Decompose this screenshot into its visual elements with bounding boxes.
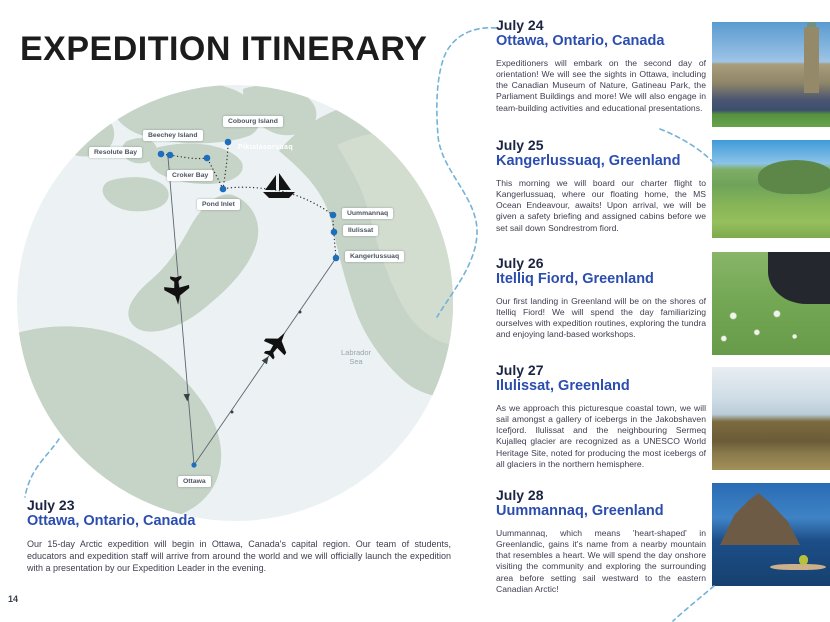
itinerary-entry-july-26 — [496, 256, 706, 341]
entry-date: July 26 — [496, 255, 544, 271]
heart-mountain — [720, 493, 800, 545]
photo-ilulissat-icefjord — [712, 367, 830, 470]
photo-dark-corner — [768, 252, 830, 304]
map-label-pikialasorsuaq: Pikialasorsuaq — [238, 144, 294, 151]
photo-arctic-cotton-grass — [712, 252, 830, 355]
page-number: 14 — [8, 594, 19, 604]
airplane-icon-charter — [258, 326, 295, 364]
photo-greenland-meadow-hike — [712, 140, 830, 238]
entry-place: Itelliq Fiord, Greenland — [496, 270, 654, 287]
entry-body: Our 15-day Arctic expedition will begin in Ottawa, Canada's capital region. Our team of students, educators and expedition staff will arrive from around the world and we will officially launch the expedition with a presentation by our Expedition Leader in the evening. — [27, 538, 451, 574]
entry-date: July 23 — [27, 497, 75, 513]
map-label-kangerlussuaq: Kangerlussuaq — [345, 251, 404, 262]
entry-date: July 24 — [496, 17, 544, 33]
itinerary-entry-july-28 — [496, 488, 706, 595]
map-label-ilulissat: Ilulissat — [343, 225, 378, 236]
entry-body: Uummannaq, which means 'heart-shaped' in Greenlandic, gains it's name from a nearby mountain that resembles a heart. We will spend the day onshore visiting the community and exploring the surrounding area before setting sail westward to the eastern Canadian Arctic! — [496, 527, 706, 594]
itinerary-entry-july-25 — [496, 138, 706, 234]
entry-date: July 28 — [496, 487, 544, 503]
map-label-cobourg-island: Cobourg Island — [223, 116, 283, 127]
entry-body: Our first landing in Greenland will be on the shores of Itelliq Fiord! We will spend the day familiarizing ourselves with expedition routines, exploring the tundra and enjoying land-based workshops. — [496, 295, 706, 340]
entry-date: July 25 — [496, 137, 544, 153]
meadow-hill — [758, 160, 830, 194]
map-label-uummannaq: Uummannaq — [342, 208, 393, 219]
clock-tower — [804, 27, 819, 93]
entry-body: Expeditioners will embark on the second day of orientation! We will see the sights in Ottawa, including the Canadian Museum of Nature, Gatineau Park, the Parliament Buildings and more! We will also engage in team-building activities and educational presentations. — [496, 57, 706, 113]
map-label-croker-bay: Croker Bay — [167, 170, 213, 181]
map-graphic — [17, 85, 453, 521]
map-label-beechey-island: Beechey Island — [143, 130, 203, 141]
labrador-sea-label: Labrador Sea — [340, 348, 372, 367]
photo-ottawa-parliament — [712, 22, 830, 127]
entry-place: Kangerlussuaq, Greenland — [496, 152, 681, 169]
flight-line-markers — [184, 311, 302, 414]
photo-uummannaq-kayak — [712, 483, 830, 586]
map-label-ottawa: Ottawa — [178, 476, 211, 487]
itinerary-entry-july-27 — [496, 363, 706, 470]
entry-place: Ottawa, Ontario, Canada — [496, 32, 665, 49]
entry-body: This morning we will board our charter flight to Kangerlussuaq, where our floating home, the MS Ocean Endeavour, awaits! Upon arrival, we will be given a safety briefing and assigned cabins before we set sail down Sondrestrom fiord. — [496, 177, 706, 233]
entry-body: As we approach this picturesque coastal town, we will sail amongst a gallery of icebergs in the Jakobshaven Icefjord. Ilulissat and the neighbouring Sermeq Kujalleq glacier are recognized as a UNESCO World Heritage Site, noted for producing the most icebergs of all glaciers in the northern hemisphere. — [496, 402, 706, 469]
entry-place: Ottawa, Ontario, Canada — [27, 512, 196, 529]
map-label-resolute-bay: Resolute Bay — [89, 147, 142, 158]
map-label-pond-inlet: Pond Inlet — [197, 199, 240, 210]
sailboat-icon — [263, 173, 295, 198]
kayak — [770, 564, 826, 570]
entry-place: Uummannaq, Greenland — [496, 502, 664, 519]
arctic-route-map — [17, 85, 453, 521]
itinerary-entry-july-23 — [27, 498, 451, 574]
entry-place: Ilulissat, Greenland — [496, 377, 630, 394]
itinerary-entry-july-24 — [496, 18, 706, 114]
entry-date: July 27 — [496, 362, 544, 378]
page-title: EXPEDITION ITINERARY — [20, 30, 428, 68]
kayaker — [799, 555, 808, 565]
